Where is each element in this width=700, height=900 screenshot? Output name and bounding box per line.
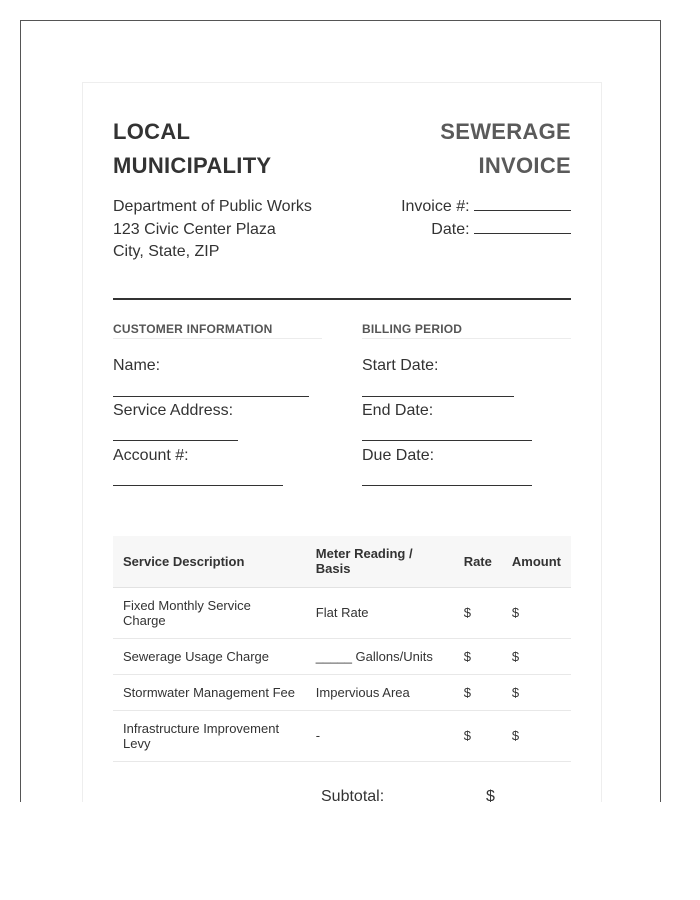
row-rate: $	[454, 587, 502, 638]
table-row	[113, 638, 571, 674]
table-row	[113, 710, 571, 761]
address-line-2: 123 Civic Center Plaza	[113, 220, 276, 238]
customer-info-heading: CUSTOMER INFORMATION	[113, 322, 273, 336]
table-header-row	[113, 536, 571, 587]
start-date-label: Start Date:	[362, 357, 439, 374]
department-address	[113, 196, 312, 264]
invoice-date-blank[interactable]	[474, 220, 571, 234]
invoice-title-line2: INVOICE	[478, 153, 571, 178]
row-basis: _____ Gallons/Units	[306, 638, 454, 674]
municipality-name	[113, 115, 271, 183]
invoice-page	[82, 82, 602, 802]
row-description: Stormwater Management Fee	[113, 674, 306, 710]
row-basis: -	[306, 710, 454, 761]
row-amount: $	[502, 587, 571, 638]
invoice-number-blank[interactable]	[474, 197, 571, 211]
row-description: Infrastructure Improvement Levy	[113, 710, 306, 761]
subtotal-label: Subtotal:	[321, 788, 385, 802]
header-divider	[113, 298, 571, 300]
row-description: Fixed Monthly Service Charge	[113, 587, 306, 638]
invoice-number-label: Invoice #:	[401, 198, 470, 215]
row-amount: $	[502, 638, 571, 674]
address-line-1: Department of Public Works	[113, 198, 312, 215]
row-amount: $	[502, 710, 571, 761]
end-date-label: End Date:	[362, 402, 434, 419]
column-header-description: Service Description	[113, 536, 306, 587]
due-date-label: Due Date:	[362, 447, 435, 464]
invoice-date-row	[401, 219, 571, 242]
invoice-meta	[401, 196, 571, 241]
table-row	[113, 674, 571, 710]
row-rate: $	[454, 710, 502, 761]
invoice-date-label: Date:	[431, 220, 470, 238]
subtotal-value: $	[486, 788, 495, 802]
service-address-line[interactable]	[113, 440, 238, 441]
service-address-label: Service Address:	[113, 402, 234, 419]
customer-name-label: Name:	[113, 357, 161, 374]
invoice-title-line1: SEWERAGE	[440, 119, 571, 144]
municipality-name-line1: LOCAL	[113, 119, 191, 144]
invoice-title	[440, 115, 571, 183]
row-rate: $	[454, 638, 502, 674]
service-charges-table	[113, 536, 571, 762]
account-number-label: Account #:	[113, 447, 189, 464]
row-description: Sewerage Usage Charge	[113, 638, 306, 674]
column-header-basis: Meter Reading / Basis	[306, 536, 454, 587]
billing-heading-underline	[362, 338, 571, 339]
row-amount: $	[502, 674, 571, 710]
start-date-line[interactable]	[362, 396, 514, 397]
end-date-line[interactable]	[362, 440, 532, 441]
due-date-line[interactable]	[362, 485, 532, 486]
column-header-amount: Amount	[502, 536, 571, 587]
row-rate: $	[454, 674, 502, 710]
table-row	[113, 587, 571, 638]
municipality-name-line2: MUNICIPALITY	[113, 153, 272, 178]
invoice-number-row	[401, 196, 571, 219]
account-number-line[interactable]	[113, 485, 283, 486]
column-header-rate: Rate	[454, 536, 502, 587]
customer-heading-underline	[113, 338, 322, 339]
row-basis: Flat Rate	[306, 587, 454, 638]
address-line-3: City, State, ZIP	[113, 243, 220, 260]
customer-name-line[interactable]	[113, 396, 309, 397]
billing-period-heading: BILLING PERIOD	[362, 322, 463, 336]
row-basis: Impervious Area	[306, 674, 454, 710]
document-frame	[20, 20, 661, 802]
